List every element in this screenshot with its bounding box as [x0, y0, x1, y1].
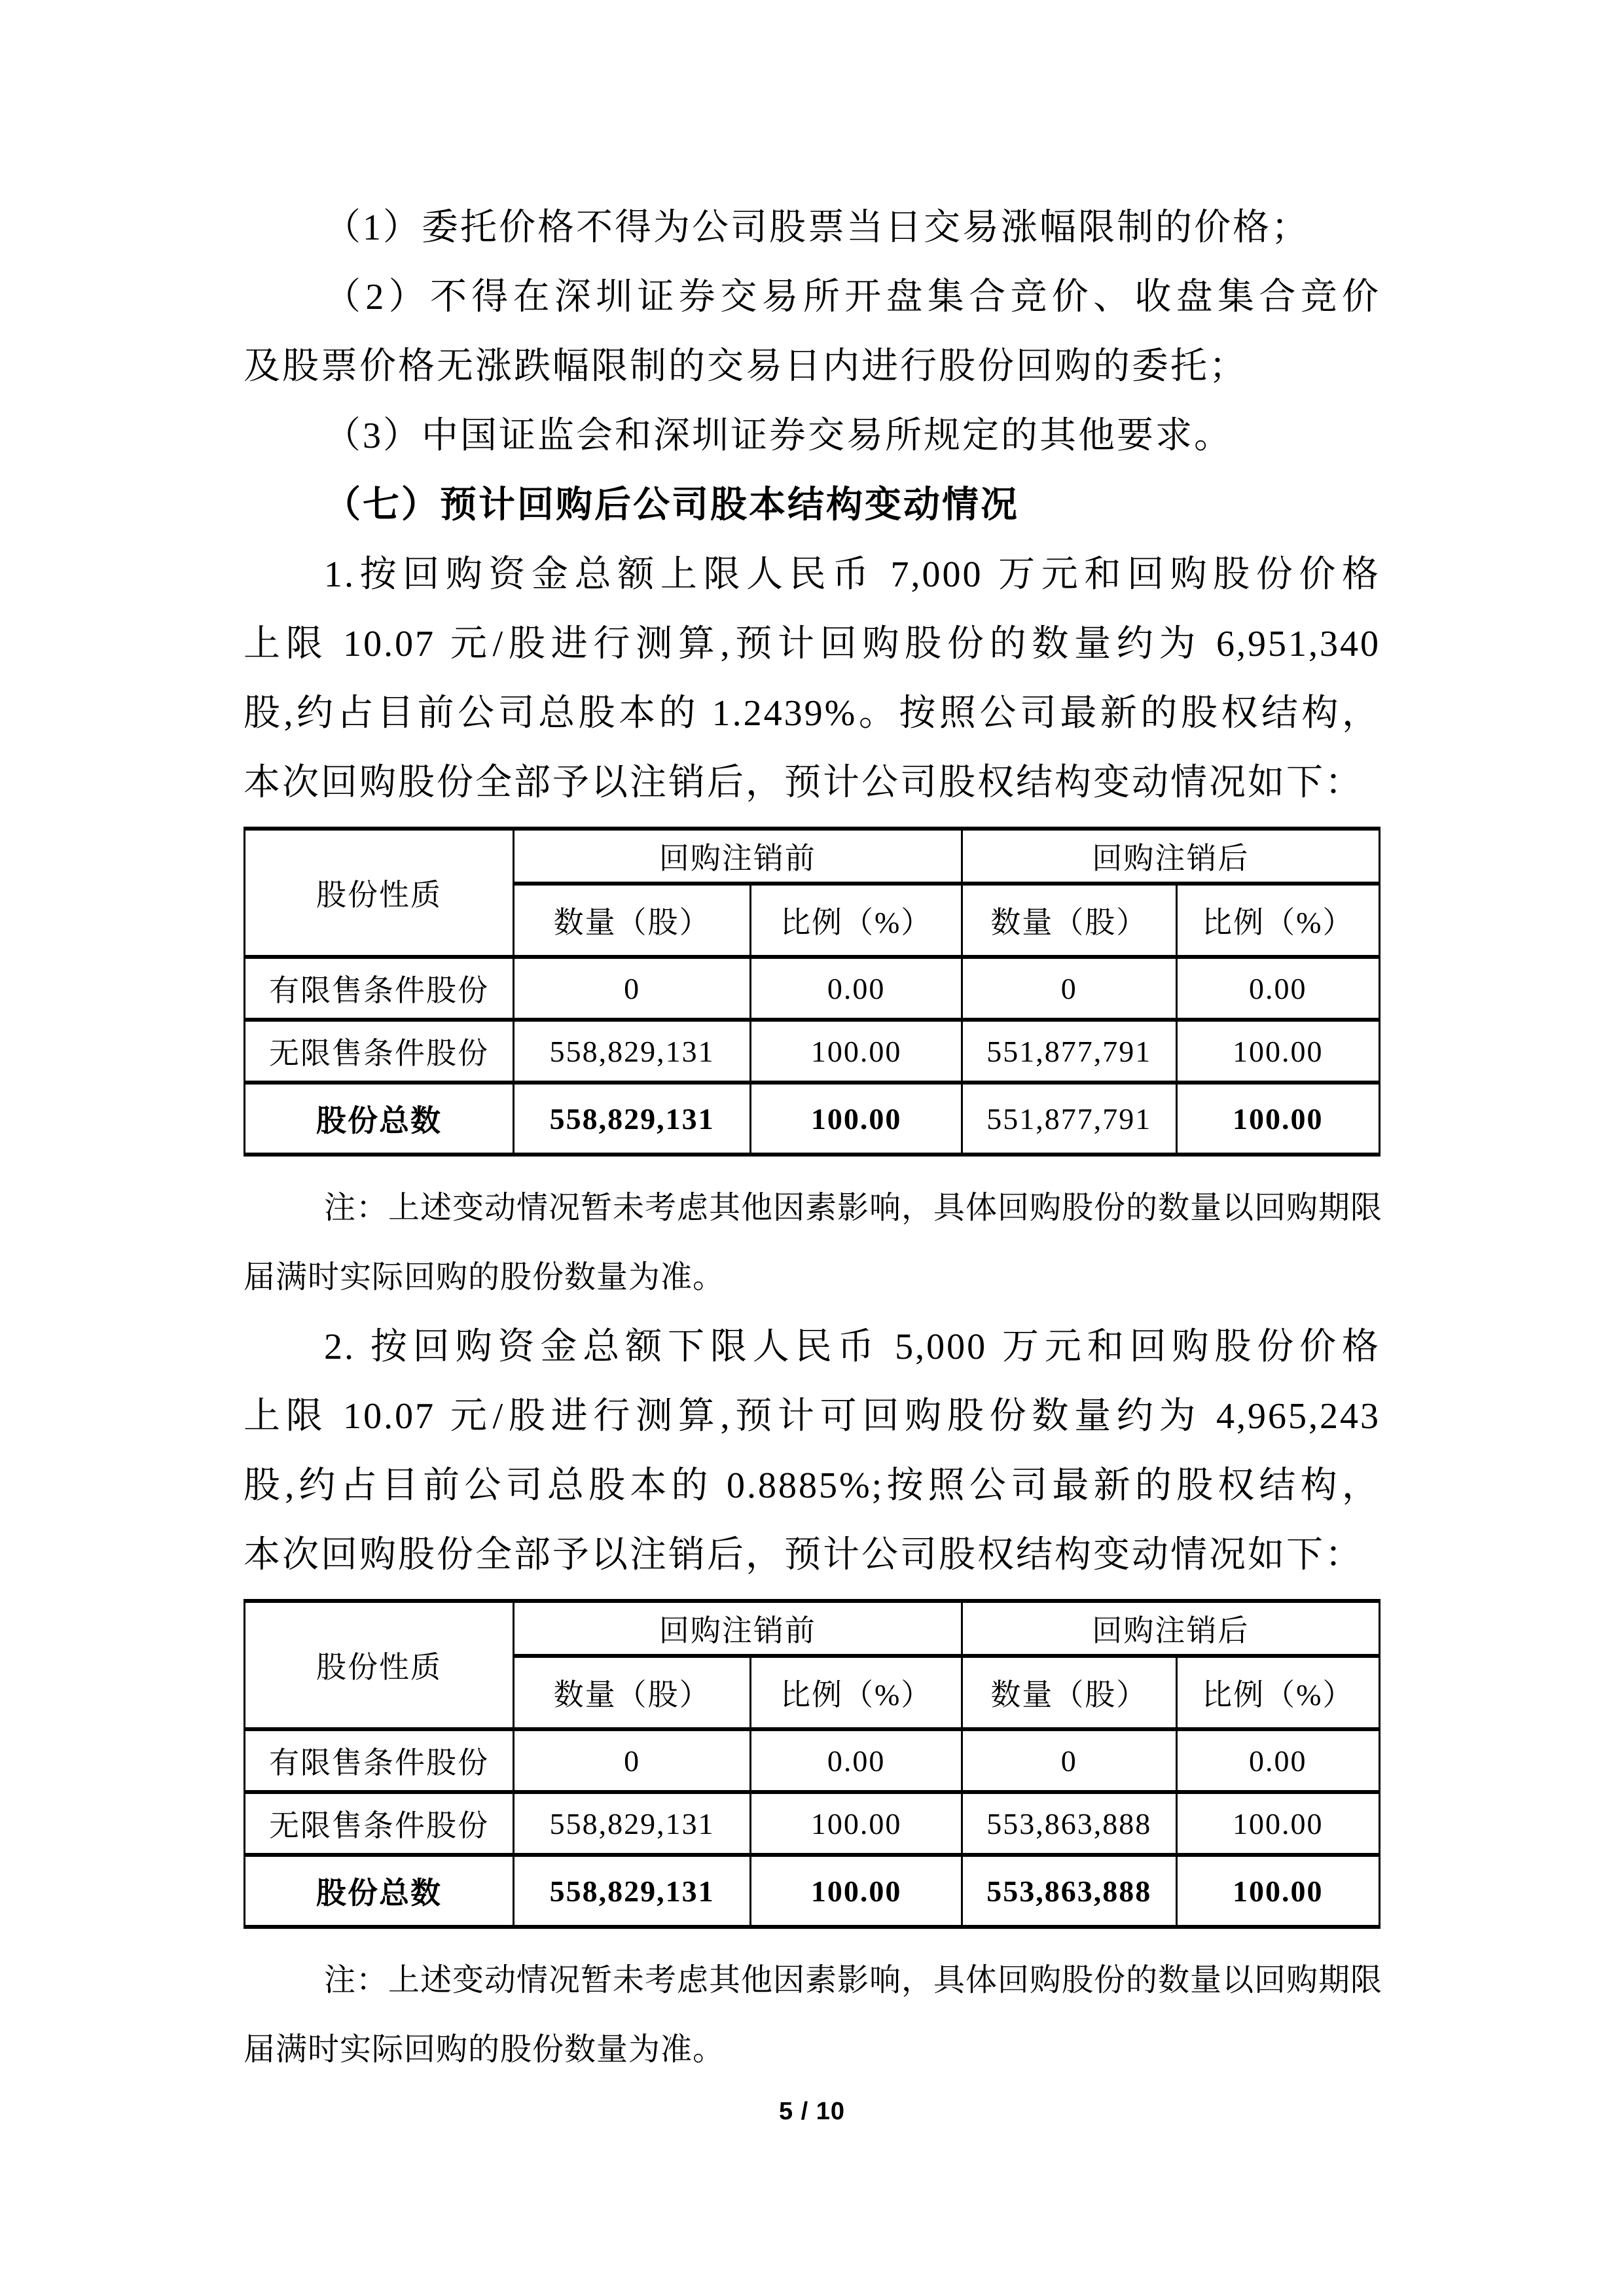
text-line: 1.按回购资金总额上限人民币 7,000 万元和回购股份价格: [324, 554, 1380, 595]
table-header-quantity: 数量（股）: [513, 884, 750, 957]
section-heading-7: [244, 471, 1380, 540]
table-cell: 0: [962, 957, 1176, 1020]
table-header-share-type: 股份性质: [245, 1601, 514, 1729]
table-cell: 558,829,131: [513, 1855, 750, 1927]
table-row: [245, 1729, 1380, 1792]
table-cell: 0.00: [751, 957, 962, 1020]
table-header-share-type: 股份性质: [245, 829, 514, 957]
para-repurchase-upper-limit: [244, 540, 1380, 817]
page-number: 5 / 10: [778, 2098, 846, 2125]
table-row: [245, 1020, 1380, 1083]
text-line: 及股票价格无涨跌幅限制的交易日内进行股份回购的委托；: [244, 346, 1248, 387]
table-cell: 551,877,791: [962, 1020, 1176, 1083]
share-structure-table-lower: [244, 1599, 1380, 1929]
table-header-quantity: 数量（股）: [962, 1656, 1176, 1729]
table-header-after-cancellation: 回购注销后: [962, 829, 1379, 884]
table-cell: 0.00: [751, 1729, 962, 1792]
table-cell: 0.00: [1176, 957, 1379, 1020]
text-line: 股,约占目前公司总股本的 1.2439%。按照公司最新的股权结构，: [244, 693, 1380, 734]
text-line: （七）预计回购后公司股本结构变动情况: [324, 485, 1019, 526]
text-line: 上限 10.07 元/股进行测算,预计回购股份的数量约为 6,951,340: [244, 624, 1380, 664]
para-repurchase-lower-limit: [244, 1312, 1380, 1590]
table-cell: 0: [962, 1729, 1176, 1792]
table-cell: 100.00: [1176, 1855, 1379, 1927]
table-header-after-cancellation: 回购注销后: [962, 1601, 1379, 1656]
table-cell: 100.00: [1176, 1083, 1379, 1155]
table-cell: 0: [513, 957, 750, 1020]
table-header-ratio: 比例（%）: [1176, 1656, 1379, 1729]
table-row-label: 无限售条件股份: [245, 1792, 514, 1855]
clause-1: [244, 193, 1380, 262]
table-row: [245, 1083, 1380, 1155]
clause-2: [244, 262, 1380, 401]
table-cell: 558,829,131: [513, 1020, 750, 1083]
table-header-row-groups: [245, 1601, 1380, 1656]
table-cell: 551,877,791: [962, 1083, 1176, 1155]
table-header-row-groups: [245, 829, 1380, 884]
table-cell: 100.00: [751, 1083, 962, 1155]
page-body: [244, 193, 1383, 2085]
table-cell: 0.00: [1176, 1729, 1379, 1792]
table-row-label: 有限售条件股份: [245, 1729, 514, 1792]
text-line: 届满时实际回购的股份数量为准。: [244, 2032, 725, 2067]
text-line: 本次回购股份全部予以注销后，预计公司股权结构变动情况如下：: [244, 1535, 1363, 1575]
table-cell: 100.00: [751, 1792, 962, 1855]
table-cell: 100.00: [1176, 1020, 1379, 1083]
table-header-quantity: 数量（股）: [513, 1656, 750, 1729]
table-row: [245, 1855, 1380, 1927]
table-row-label: 无限售条件股份: [245, 1020, 514, 1083]
clause-3: [244, 401, 1380, 471]
table-header-before-cancellation: 回购注销前: [513, 1601, 962, 1656]
table-row-label: 有限售条件股份: [245, 957, 514, 1020]
text-line: 股,约占目前公司总股本的 0.8885%;按照公司最新的股权结构，: [244, 1465, 1380, 1506]
table-cell: 100.00: [751, 1020, 962, 1083]
text-line: （1）委托价格不得为公司股票当日交易涨幅限制的价格；: [324, 207, 1310, 248]
table-cell: 558,829,131: [513, 1083, 750, 1155]
text-line: 注：上述变动情况暂未考虑其他因素影响，具体回购股份的数量以回购期限: [324, 1963, 1383, 1998]
table-header-ratio: 比例（%）: [751, 1656, 962, 1729]
text-line: 届满时实际回购的股份数量为准。: [244, 1260, 725, 1295]
table-row-label: 股份总数: [245, 1855, 514, 1927]
table-cell: 100.00: [751, 1855, 962, 1927]
note-upper: [244, 1174, 1383, 1312]
text-line: 上限 10.07 元/股进行测算,预计可回购股份数量约为 4,965,243: [244, 1396, 1380, 1437]
table-row: [245, 957, 1380, 1020]
table-row: [245, 1792, 1380, 1855]
text-line: （2）不得在深圳证券交易所开盘集合竞价、收盘集合竞价: [324, 277, 1380, 317]
table-cell: 100.00: [1176, 1792, 1379, 1855]
table-header-ratio: 比例（%）: [751, 884, 962, 957]
table-cell: 553,863,888: [962, 1855, 1176, 1927]
table-cell: 0: [513, 1729, 750, 1792]
table-cell: 558,829,131: [513, 1792, 750, 1855]
text-line: 本次回购股份全部予以注销后，预计公司股权结构变动情况如下：: [244, 762, 1363, 803]
table-header-before-cancellation: 回购注销前: [513, 829, 962, 884]
table-cell: 553,863,888: [962, 1792, 1176, 1855]
table-row-label: 股份总数: [245, 1083, 514, 1155]
text-line: 2. 按回购资金总额下限人民币 5,000 万元和回购股份价格: [324, 1327, 1380, 1367]
note-lower: [244, 1946, 1383, 2085]
text-line: 注：上述变动情况暂未考虑其他因素影响，具体回购股份的数量以回购期限: [324, 1191, 1383, 1225]
table-header-ratio: 比例（%）: [1176, 884, 1379, 957]
share-structure-table-upper: [244, 827, 1380, 1157]
table-header-quantity: 数量（股）: [962, 884, 1176, 957]
text-line: （3）中国证监会和深圳证券交易所规定的其他要求。: [324, 416, 1233, 456]
